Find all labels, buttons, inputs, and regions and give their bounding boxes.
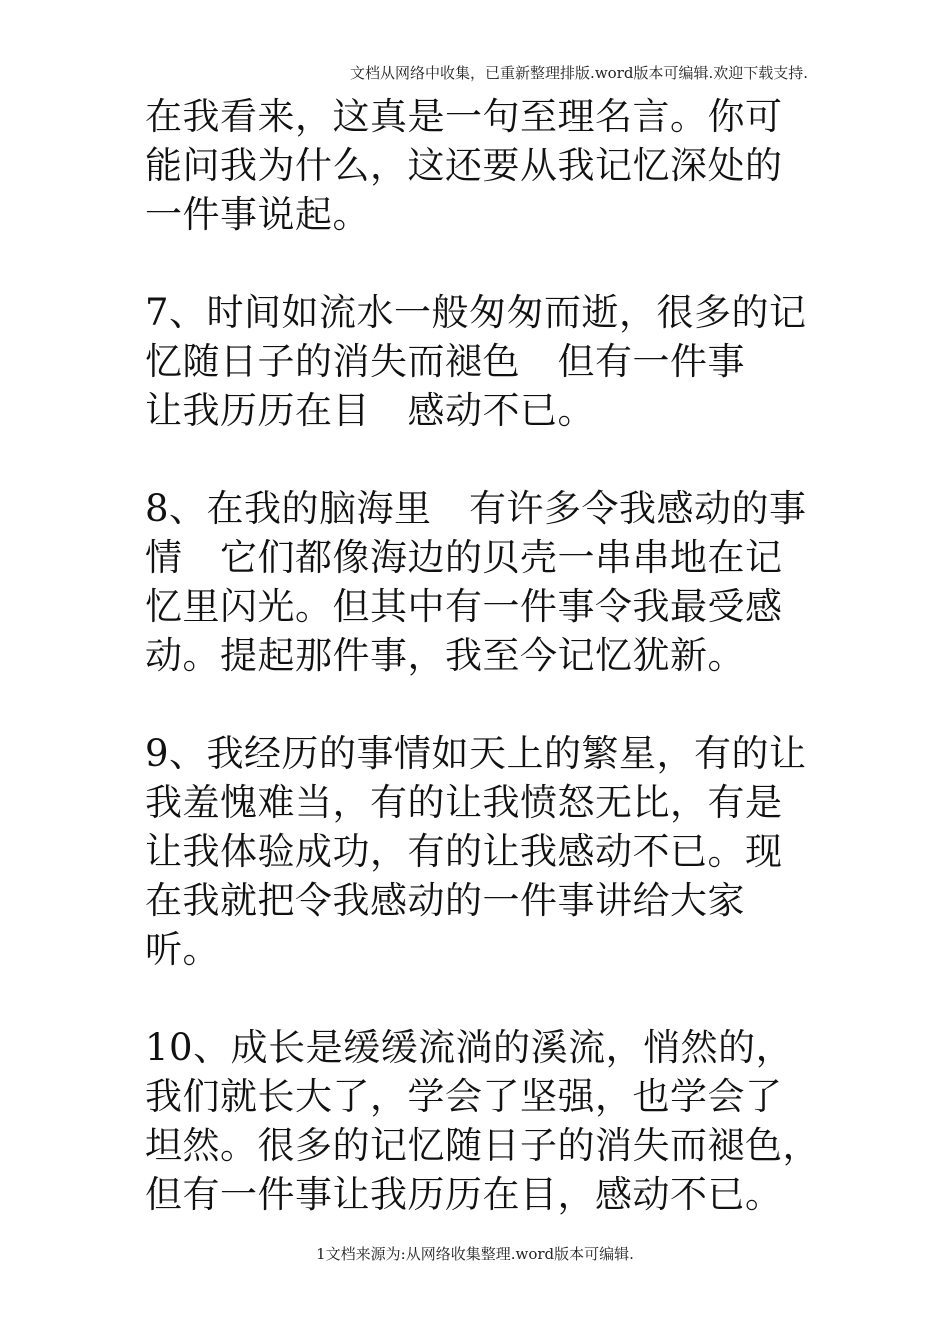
text-line: 一件事说起。 bbox=[145, 193, 370, 236]
text-line: 10、成长是缓缓流淌的溪流，悄然的， bbox=[145, 1026, 794, 1069]
paragraph-9 bbox=[145, 729, 815, 974]
page-header: 文档从网络中收集，已重新整理排版.word版本可编辑.欢迎下载支持. bbox=[350, 64, 808, 82]
text-line: 我们就长大了，学会了坚强，也学会了 bbox=[145, 1075, 783, 1118]
paragraph-10 bbox=[145, 1023, 820, 1219]
text-line: 能问我为什么，这还要从我记忆深处的 bbox=[145, 144, 783, 187]
paragraph-intro bbox=[145, 92, 815, 239]
page-footer: 1文档来源为:从网络收集整理.word版本可编辑. bbox=[316, 1245, 634, 1263]
text-line: 在我就把令我感动的一件事讲给大家 bbox=[145, 879, 745, 922]
text-line: 8、在我的脑海里 有许多令我感动的事 bbox=[145, 487, 807, 530]
text-line: 情 它们都像海边的贝壳一串串地在记 bbox=[145, 536, 783, 579]
text-line: 让我体验成功，有的让我感动不已。现 bbox=[145, 830, 783, 873]
text-line: 7、时间如流水一般匆匆而逝，很多的记 bbox=[145, 291, 807, 334]
text-line: 听。 bbox=[145, 928, 220, 971]
text-line: 但有一件事让我历历在目，感动不已。 bbox=[145, 1173, 783, 1216]
text-line: 忆随日子的消失而褪色 但有一件事 bbox=[145, 340, 745, 383]
paragraph-spacer bbox=[145, 239, 815, 288]
text-line: 坦然。很多的记忆随日子的消失而褪色， bbox=[145, 1124, 820, 1167]
paragraph-spacer bbox=[145, 680, 815, 729]
text-line: 我羞愧难当，有的让我愤怒无比，有是 bbox=[145, 781, 783, 824]
text-line: 9、我经历的事情如天上的繁星，有的让 bbox=[145, 732, 807, 775]
text-line: 忆里闪光。但其中有一件事令我最受感 bbox=[145, 585, 783, 628]
text-line: 在我看来，这真是一句至理名言。你可 bbox=[145, 95, 783, 138]
paragraph-8 bbox=[145, 484, 815, 680]
text-line: 动。提起那件事，我至今记忆犹新。 bbox=[145, 634, 745, 677]
paragraph-spacer bbox=[145, 974, 815, 1023]
paragraph-spacer bbox=[145, 435, 815, 484]
paragraph-7 bbox=[145, 288, 815, 435]
text-line: 让我历历在目 感动不已。 bbox=[145, 389, 595, 432]
document-body bbox=[145, 92, 820, 1219]
